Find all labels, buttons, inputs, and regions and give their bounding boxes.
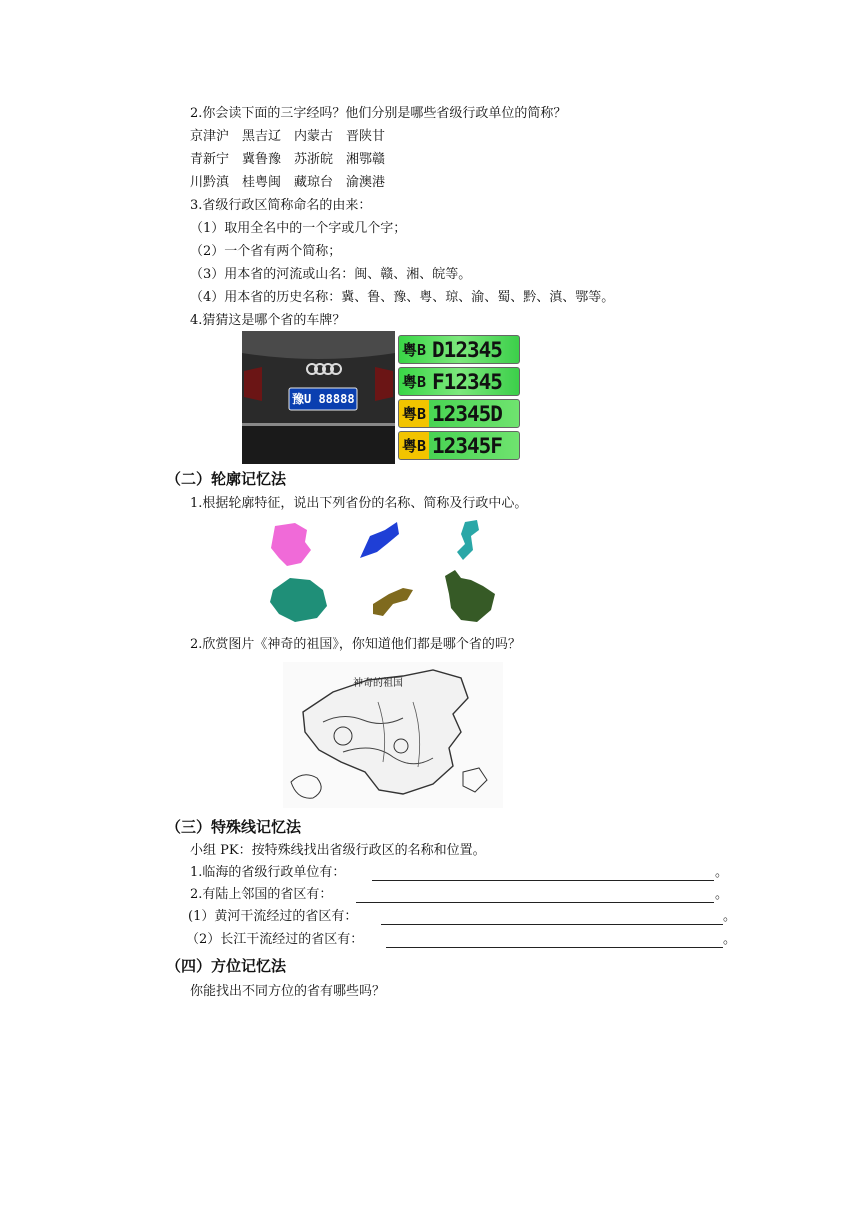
naming-rule-4: （4）用本省的历史名称：冀、鲁、豫、粤、琼、渝、蜀、黔、滇、鄂等。 xyxy=(190,290,615,305)
question-4: 4.猜猜这是哪个省的车牌？ xyxy=(190,313,346,328)
province-outline-3 xyxy=(457,520,479,560)
section-4-heading: （四）方位记忆法 xyxy=(166,957,287,975)
magic-motherland-map xyxy=(283,662,503,808)
end-mark-1: 。 xyxy=(715,865,729,880)
car-photo xyxy=(242,331,395,464)
plate-3-prefix: 粤B xyxy=(399,400,429,427)
plate-2-prefix: 粤B xyxy=(402,373,427,391)
plate-3-number: 12345D xyxy=(432,401,502,426)
map-title: 神奇的祖国 xyxy=(353,678,403,689)
province-outline-6 xyxy=(445,570,495,622)
yangtze-river-label: （2）长江干流经过的省区有： xyxy=(186,932,364,947)
end-mark-3: 。 xyxy=(723,909,737,924)
province-outlines xyxy=(265,518,515,628)
section-3-heading: （三）特殊线记忆法 xyxy=(166,818,302,836)
car-plate-text: 豫U 88888 xyxy=(292,392,355,406)
plate-4-prefix: 粤B xyxy=(399,432,429,459)
yellow-river-blank[interactable] xyxy=(381,924,723,925)
yangtze-river-blank[interactable] xyxy=(386,947,723,948)
plate-1-prefix: 粤B xyxy=(402,341,427,359)
naming-rule-1: （1）取用全名中的一个字或几个字； xyxy=(190,221,407,236)
plate-2 xyxy=(398,367,520,396)
section-3-intro: 小组 PK：按特殊线找出省级行政区的名称和位置。 xyxy=(190,843,486,858)
coastal-provinces-label: 1.临海的省级行政单位有： xyxy=(190,865,346,880)
naming-rule-3: （3）用本省的河流或山名：闽、赣、湘、皖等。 xyxy=(190,267,472,282)
question-2: 2.你会读下面的三字经吗？他们分别是哪些省级行政单位的简称？ xyxy=(190,106,567,121)
yellow-river-label: (1）黄河干流经过的省区有： xyxy=(188,909,358,924)
section-4-text: 你能找出不同方位的省有哪些吗？ xyxy=(190,984,386,999)
verse-line-1: 京津沪 黑吉辽 内蒙古 晋陕甘 xyxy=(190,129,386,144)
border-provinces-label: 2.有陆上邻国的省区有： xyxy=(190,887,333,902)
verse-line-3: 川黔滇 桂粤闽 藏琼台 渝澳港 xyxy=(190,175,386,190)
province-outline-4 xyxy=(270,578,327,622)
plate-4 xyxy=(398,431,520,460)
plate-3 xyxy=(398,399,520,428)
province-outline-5 xyxy=(373,588,413,616)
plate-1 xyxy=(398,335,520,364)
plate-2-number: F12345 xyxy=(432,369,502,394)
verse-line-2: 青新宁 冀鲁豫 苏浙皖 湘鄂赣 xyxy=(190,152,386,167)
border-provinces-blank[interactable] xyxy=(356,902,714,903)
plate-1-number: D12345 xyxy=(432,337,502,362)
province-outline-2 xyxy=(360,522,399,558)
end-mark-2: 。 xyxy=(715,887,729,902)
question-3: 3.省级行政区简称命名的由来： xyxy=(190,198,372,213)
coastal-provinces-blank[interactable] xyxy=(372,880,714,881)
section-2-question-1: 1.根据轮廓特征，说出下列省份的名称、简称及行政中心。 xyxy=(190,496,528,511)
section-2-heading: （二）轮廓记忆法 xyxy=(166,470,287,488)
province-outline-1 xyxy=(271,523,311,566)
section-2-question-2: 2.欣赏图片《神奇的祖国》，你知道他们都是哪个省的吗？ xyxy=(190,637,521,652)
end-mark-4: 。 xyxy=(723,932,737,947)
plate-options xyxy=(398,335,522,463)
naming-rule-2: （2）一个省有两个简称； xyxy=(190,244,342,259)
plate-4-number: 12345F xyxy=(432,433,502,458)
